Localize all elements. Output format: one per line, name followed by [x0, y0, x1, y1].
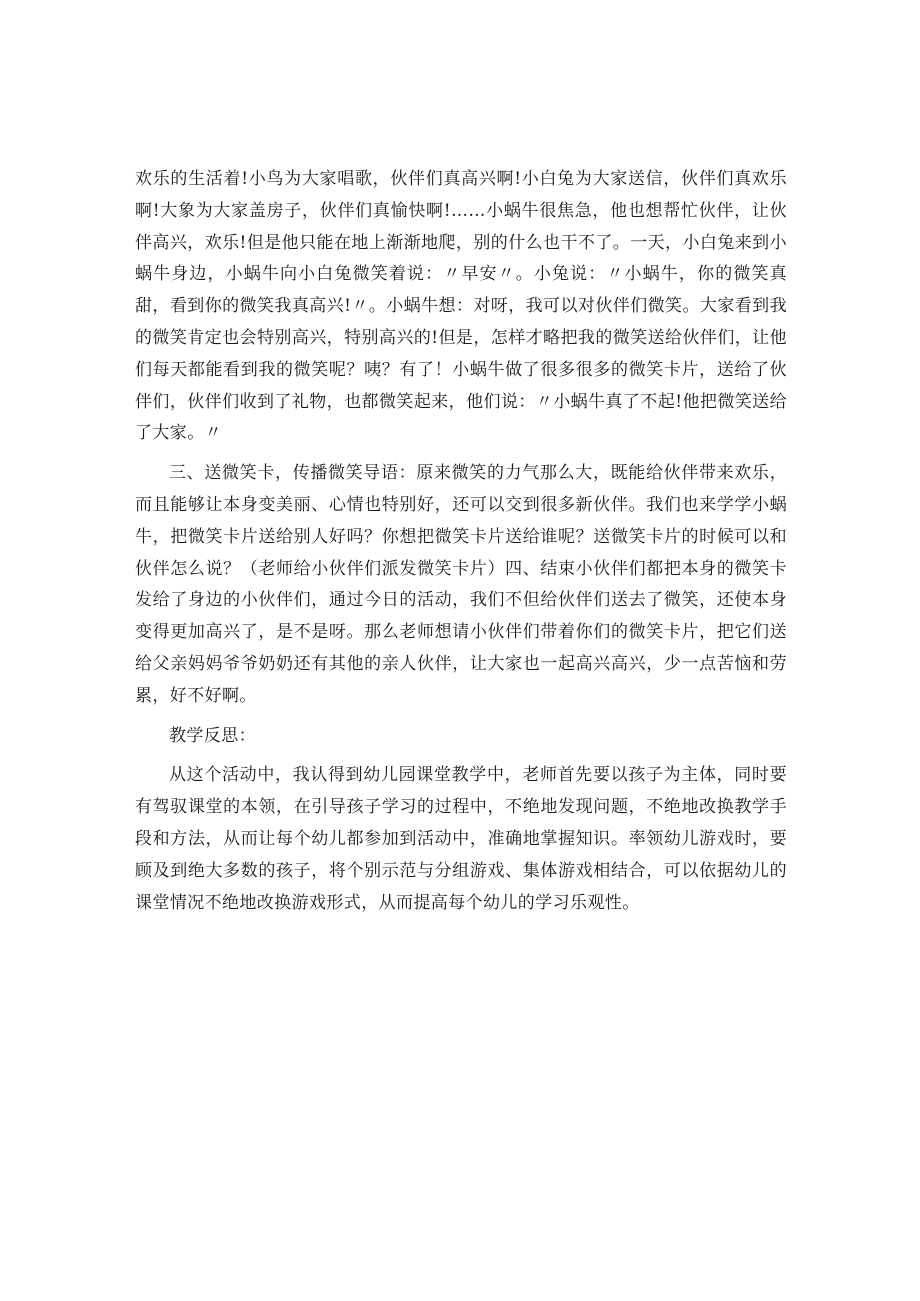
document-page	[135, 164, 787, 919]
activity-paragraph: 三、送微笑卡，传播微笑导语：原来微笑的力气那么大，既能给伙伴带来欢乐，而且能够让本身变美丽、心情也特别好，还可以交到很多新伙伴。我们也来学学小蜗牛，把微笑卡片送给别人好吗？你想把微笑卡片送给谁呢？送微笑卡片的时候可以和伙伴怎么说？（老师给小伙伴们派发微笑卡片）四、结束小伙伴们都把本身的微笑卡发给了身边的小伙伴们，通过今日的活动，我们不但给伙伴们送去了微笑，还使本身变得更加高兴了，是不是呀。那么老师想请小伙伴们带着你们的微笑卡片，把它们送给父亲妈妈爷爷奶奶还有其他的亲人伙伴，让大家也一起高兴高兴，少一点苦恼和劳累，好不好啊。	[135, 463, 787, 706]
reflection-paragraph: 从这个活动中，我认得到幼儿园课堂教学中，老师首先要以孩子为主体，同时要有驾驭课堂的本领，在引导孩子学习的过程中，不绝地发现问题，不绝地改换教学手段和方法，从而让每个幼儿都参加到活动中，准确地掌握知识。率领幼儿游戏时，要顾及到绝大多数的孩子，将个别示范与分组游戏、集体游戏相结合，可以依据幼儿的课堂情况不绝地改换游戏形式，从而提高每个幼儿的学习乐观性。	[135, 765, 787, 913]
reflection-heading: 教学反思：	[169, 725, 256, 746]
story-paragraph: 欢乐的生活着!小鸟为大家唱歌，伙伴们真高兴啊!小白兔为大家送信，伙伴们真欢乐啊!大象为大家盖房子，伙伴们真愉快啊!……小蜗牛很焦急，他也想帮忙伙伴，让伙伴高兴，欢乐!但是他只能在地上渐渐地爬，别的什么也干不了。一天，小白兔来到小蜗牛身边，小蜗牛向小白兔微笑着说：〃早安〃。小兔说：〃小蜗牛，你的微笑真甜，看到你的微笑我真高兴!〃。小蜗牛想：对呀，我可以对伙伴们微笑。大家看到我的微笑肯定也会特别高兴，特别高兴的!但是，怎样才略把我的微笑送给伙伴们，让他们每天都能看到我的微笑呢？咦？有了！小蜗牛做了很多很多的微笑卡片，送给了伙伴们，伙伴们收到了礼物，也都微笑起来，他们说：〃小蜗牛真了不起!他把微笑送给了大家。〃	[135, 169, 787, 444]
